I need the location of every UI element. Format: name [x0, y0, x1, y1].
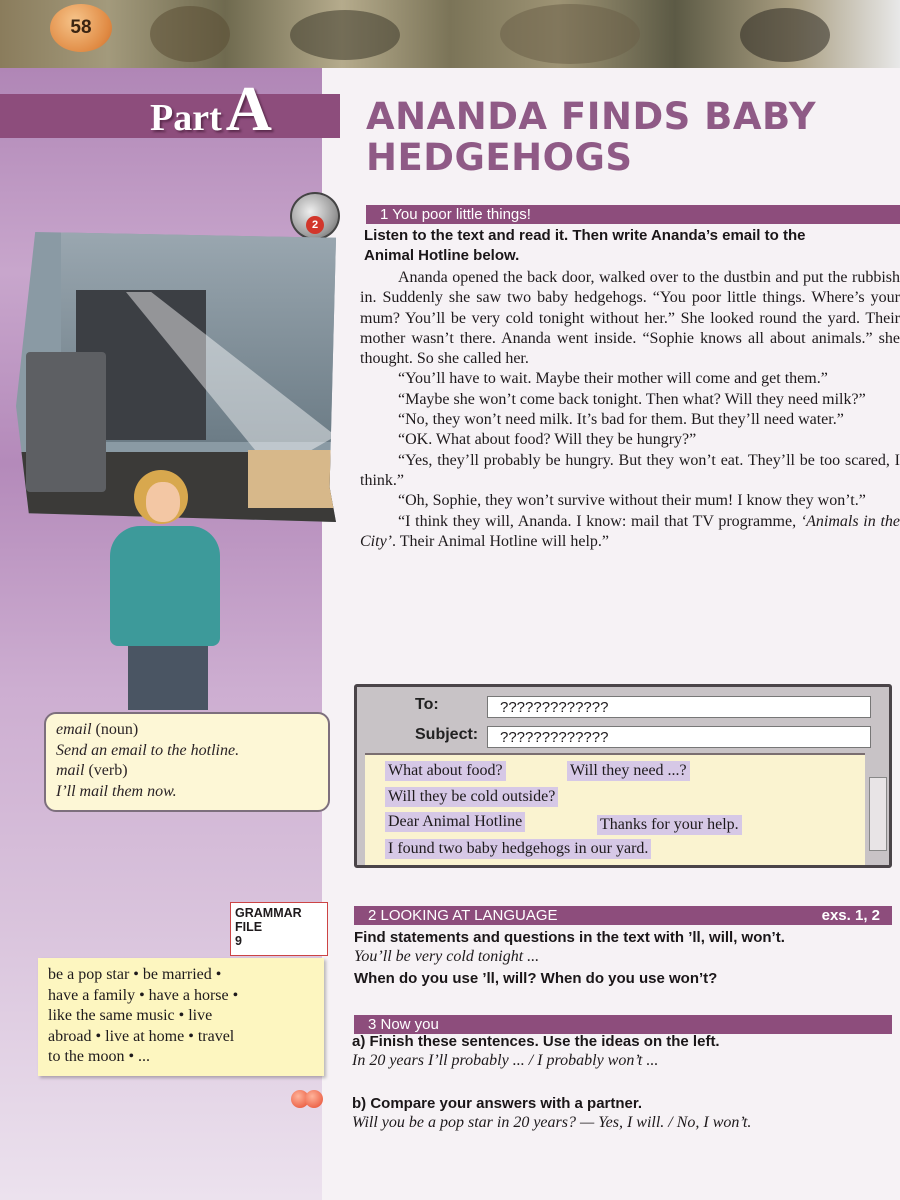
story-paragraph: “Oh, Sophie, they won’t survive without their mum! I know they won’t.”: [398, 492, 866, 510]
email-window: [354, 684, 892, 868]
phrase-chip[interactable]: I found two baby hedgehogs in our yard.: [385, 839, 651, 859]
page-title: ANANDA FINDS BABY HEDGEHOGS: [366, 95, 816, 179]
to-field[interactable]: ?????????????: [487, 696, 871, 718]
section-3a-example: In 20 years I’ll probably ... / I probably won’t ...: [352, 1052, 659, 1069]
section-2-example: You’ll be very cold tonight ...: [354, 948, 540, 965]
exercises-reference: exs. 1, 2: [821, 907, 880, 924]
to-label: To:: [415, 696, 439, 713]
phrase-chip[interactable]: Thanks for your help.: [597, 815, 742, 835]
story-paragraph: Ananda opened the back door, walked over to the dustbin and put the rubbish in. Suddenly she saw two baby hedgehogs. “You poor little things. Where’s your mum? You’ll be very cold tonight without her.” She looked round the yard. Their mother wasn’t there. Ananda went inside. “Sophie knows all about animals.” she thought. So she called her.: [360, 269, 900, 368]
section-2-question: When do you use ’ll, will? When do you use won’t?: [354, 970, 718, 987]
section-3a-instruction: a) Finish these sentences. Use the ideas on the left.: [352, 1033, 720, 1050]
pair-work-icon: [291, 1090, 327, 1108]
story-paragraph: “Maybe she won’t come back tonight. Then what? Will they need milk?”: [398, 390, 866, 408]
vocabulary-note: email (noun) Send an email to the hotline. mail (verb) I’ll mail them now.: [44, 712, 330, 812]
story-paragraph: “No, they won’t need milk. It’s bad for them. But they’ll need water.”: [398, 411, 844, 429]
audio-track-number: 2: [306, 216, 324, 234]
story-paragraph: “Yes, they’ll probably be hungry. But they won’t eat. They’ll be too scared, I think.”: [360, 451, 900, 489]
ideas-box: be a pop star • be married • have a family • have a horse • like the same music • live abroad • live at home • travel to the moon • ...: [38, 958, 324, 1076]
part-label: Part A: [150, 73, 272, 144]
story-paragraph: “OK. What about food? Will they be hungry?”: [398, 431, 697, 449]
section-1-instruction: Listen to the text and read it. Then write Ananda’s email to the Animal Hotline below.: [364, 227, 806, 264]
subject-label: Subject:: [415, 726, 479, 743]
section-3-heading: 3 Now you: [354, 1015, 892, 1034]
story-paragraph: “You’ll have to wait. Maybe their mother will come and get them.”: [398, 370, 828, 388]
section-1-heading: 1 You poor little things!: [366, 205, 900, 224]
grammar-file-tag: GRAMMAR FILE 9: [230, 902, 328, 956]
phrase-chip[interactable]: Will they be cold outside?: [385, 787, 558, 807]
section-2-instruction: Find statements and questions in the text with ’ll, will, won’t.: [354, 929, 785, 946]
page-number: 58: [50, 4, 112, 52]
section-3b-instruction: b) Compare your answers with a partner.: [352, 1095, 643, 1112]
section-2-heading: 2 LOOKING AT LANGUAGE exs. 1, 2: [354, 906, 892, 925]
subject-field[interactable]: ?????????????: [487, 726, 871, 748]
header-photo-strip: [0, 0, 900, 68]
scrollbar[interactable]: [869, 777, 887, 851]
story-paragraph: “I think they will, Ananda. I know: mail that TV programme, ‘Animals in the City’. Their Animal Hotline will help.”: [360, 512, 900, 550]
email-body[interactable]: [365, 753, 865, 865]
girl-on-phone-illustration: [72, 470, 232, 710]
programme-title: ‘Animals in the City’: [360, 512, 900, 550]
phrase-chip[interactable]: Will they need ...?: [567, 761, 690, 781]
story-text: [360, 268, 900, 552]
section-3b-example: Will you be a pop star in 20 years? — Yes, I will. / No, I won’t.: [352, 1114, 752, 1131]
phrase-chip[interactable]: Dear Animal Hotline: [385, 812, 525, 832]
phrase-chip[interactable]: What about food?: [385, 761, 506, 781]
